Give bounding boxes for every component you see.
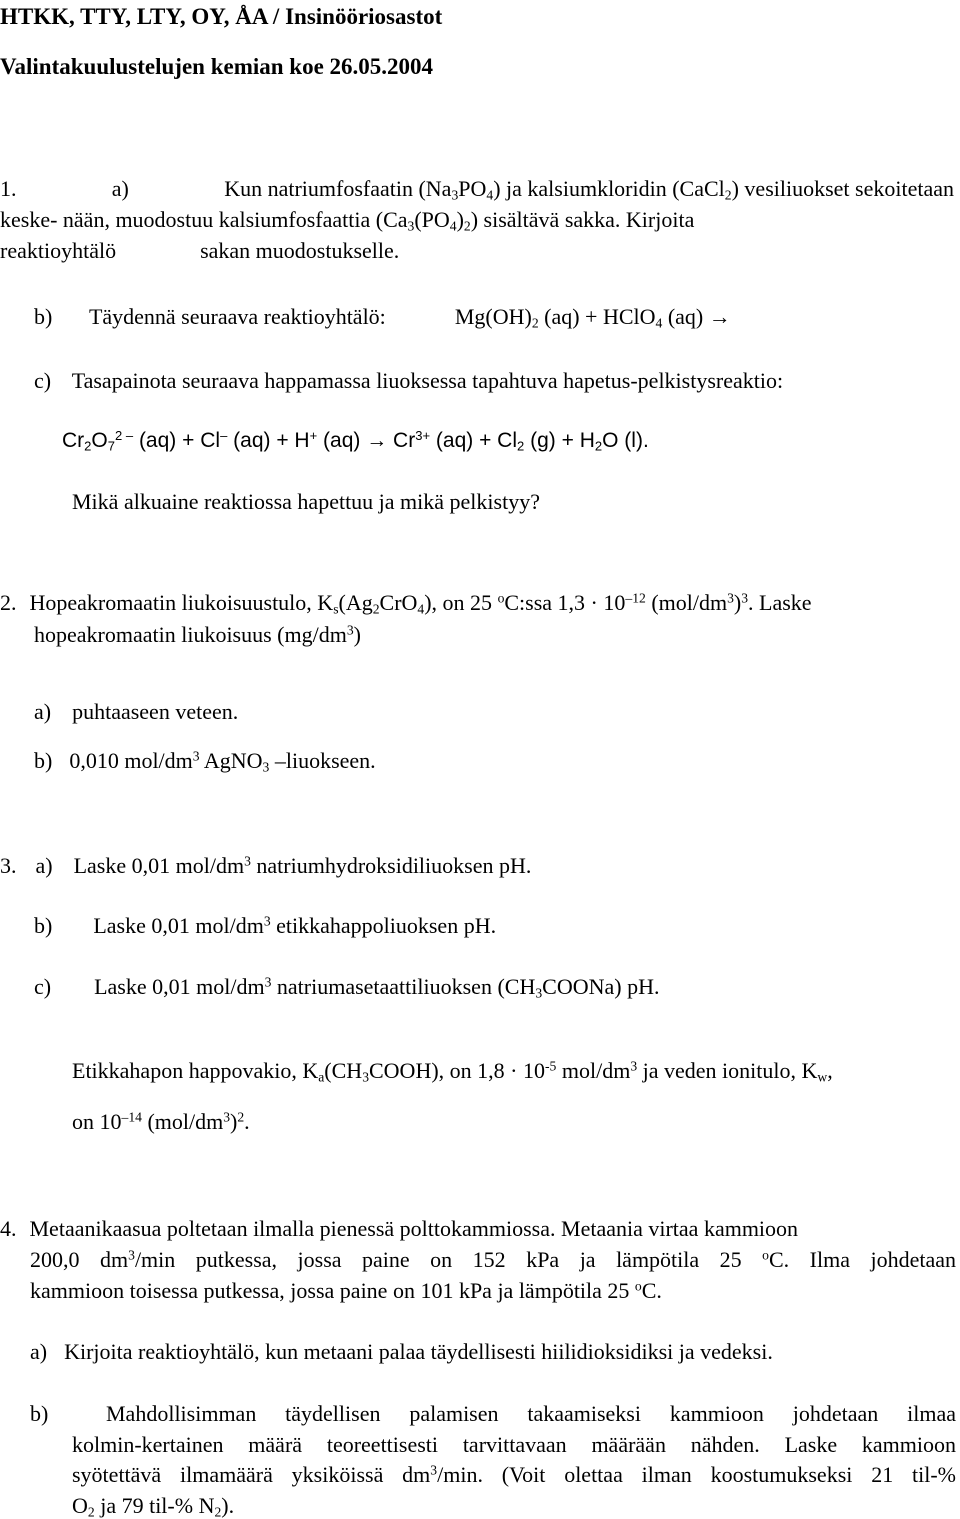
q2-b-line: b) 0,010 mol/$dm^3$ AgNO$_3$ –liuokseen. bbox=[34, 748, 376, 775]
q3-b-label: b) bbox=[34, 913, 53, 938]
q4-line-2: 200,0 $dm^3/\min$ putkessa, jossa paine on 152 kPa ja lämpötila 25 $^o$C. Ilma johdetaan bbox=[30, 1247, 956, 1272]
q1-a-label: a) bbox=[111, 176, 129, 201]
q3-c-label: c) bbox=[34, 974, 52, 999]
q3-c-line: c) Laske 0,01 mol/$dm^3$ natriumasetaattiliuoksen $(CH_3COONa)$ pH. bbox=[34, 974, 660, 1001]
q1-b-label: b) bbox=[34, 304, 53, 329]
q1-c-text: Tasapainota seuraava happamassa liuoksessa tapahtuva hapetus-pelkistysreaktio: bbox=[71, 368, 784, 393]
q4-b-line-1: Mahdollisimman täydellisen palamisen takaamiseksi kammioon johdetaan ilmaa bbox=[106, 1401, 956, 1426]
q3-a-line: 3. a) Laske 0,01 mol/$dm^3$ natriumhydroksidiliuoksen pH. bbox=[0, 853, 532, 878]
q4-b-line-4: $O_2$ ja 79 til-% $N_2$). bbox=[72, 1493, 235, 1519]
q3-info-line-2: on $10^{-14}$ $(mol/dm^3)^2$. bbox=[72, 1109, 250, 1134]
q1-question: Mikä alkuaine reaktiossa hapettuu ja mikä pelkistyy? bbox=[72, 489, 540, 514]
q1-b-text: Täydennä seuraava reaktioyhtälö: bbox=[88, 304, 386, 329]
q1-c-line bbox=[34, 368, 783, 393]
q4-number: 4. bbox=[0, 1216, 17, 1241]
exam-header-title: HTKK, TTY, LTY, OY, ÅA / Insinööriosastot bbox=[0, 4, 443, 29]
q1-a-text: Kun natriumfosfaatin $(Na_3PO_4)$ ja kalsiumkloridin (CaCl$_2$) vesiliuokset sekoitetaan bbox=[224, 176, 954, 203]
q4-b-label: b) bbox=[30, 1401, 49, 1426]
q4-line-1: 4. Metaanikaasua poltetaan ilmalla pienessä polttokammiossa. Metaania virtaa kammioon bbox=[0, 1216, 799, 1241]
q2-a-label: a) bbox=[34, 699, 52, 724]
q3-a-label: a) bbox=[35, 853, 53, 878]
q1-b-equation: $Mg(OH)_2$ (aq) + HClO$_4$ (aq) → bbox=[454, 304, 731, 331]
q1-b-line bbox=[34, 304, 731, 329]
q2-line-2: hopeakromaatin liukoisuus $(mg/dm^3)$ bbox=[34, 622, 361, 647]
q4-b-line-3: syötettävä ilmamäärä yksiköissä $dm^3/\min$. (Voit olettaa ilman koostumukseksi 21 til-% bbox=[72, 1462, 957, 1487]
exam-header-subtitle: Valintakuulustelujen kemian koe 26.05.2004 bbox=[0, 54, 434, 79]
q2-line-1: 2. Hopeakromaatin liukoisuustulo, $K_s(Ag_2CrO_4)$, on 25 $^o$C:ssa $1,3 \cdot 10^{-12}$ $(mol/dm^3)^3$. Laske bbox=[0, 590, 812, 617]
q1-c-label: c) bbox=[34, 368, 52, 393]
q2-number: 2. bbox=[0, 590, 17, 615]
q1-number: 1. bbox=[0, 176, 17, 201]
q3-info-line-1: Etikkahapon happovakio, $K_a(CH_3COOH)$, on $1,8 \cdot 10^{-5}$ mol/$dm^3$ ja veden ionitulo, $K_w$, bbox=[72, 1058, 833, 1085]
q1-redox-equation: $Cr_2O_7^{2 -}$ (aq) + Cl– (aq) + H+ $(aq) \to Cr^{3+}$ $(aq) + Cl_2$ $(g) + H_2O$ (l). bbox=[62, 427, 649, 454]
q4-a-line: a) Kirjoita reaktioyhtälö, kun metaani palaa täydellisesti hiilidioksidiksi ja vedeksi. bbox=[30, 1339, 773, 1364]
q4-b-line-2: kolmin-kertainen määrä teoreettisesti tarvittavaan määrään nähden. Laske kammioon bbox=[72, 1432, 956, 1457]
q2-a-line: a) puhtaaseen veteen. bbox=[34, 699, 239, 724]
q1-a-line-1 bbox=[0, 176, 954, 201]
q4-line-3: kammioon toisessa putkessa, jossa paine on 101 kPa ja lämpötila 25 $^o$C. bbox=[30, 1278, 662, 1303]
q1-a-line-3: reaktioyhtälö sakan muodostukselle. bbox=[0, 238, 400, 263]
q3-number: 3. bbox=[0, 853, 17, 878]
q3-b-line: b) Laske 0,01 mol/$dm^3$ etikkahappoliuoksen pH. bbox=[34, 913, 497, 938]
q1-a-line-2: keske- nään, muodostuu kalsiumfosfaattia $(Ca_3(PO_4)_2)$ sisältävä sakka. Kirjoita bbox=[0, 207, 695, 234]
q4-a-label: a) bbox=[30, 1339, 48, 1364]
q2-b-label: b) bbox=[34, 748, 53, 773]
